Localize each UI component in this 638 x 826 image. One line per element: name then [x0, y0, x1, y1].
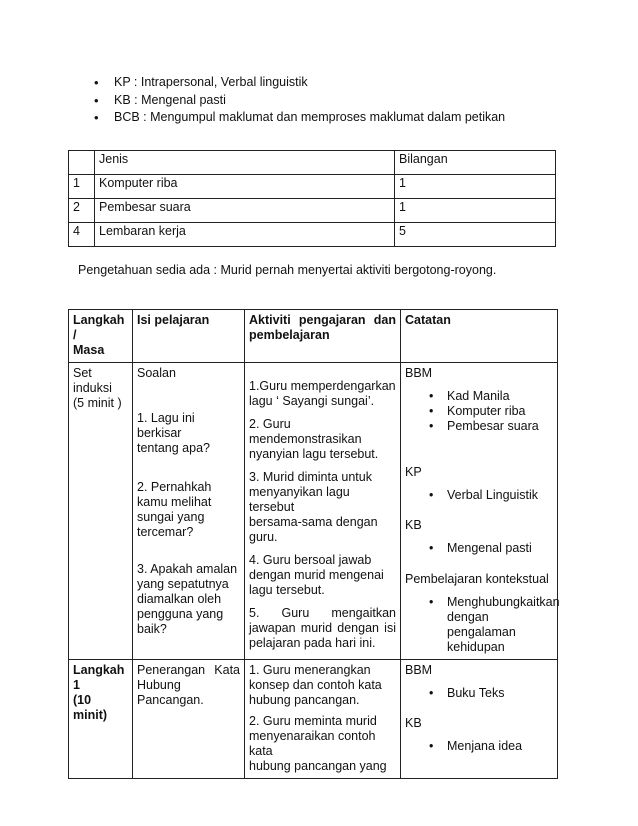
list-item: • Menghubungkaitkan dengan pengalaman kehidupan [405, 595, 553, 655]
list-item: • Menjana idea [405, 739, 553, 754]
table-cell: Komputer riba [95, 175, 395, 199]
objective-item: • BCB : Mengumpul maklumat dan memproses maklumat dalam petikan [94, 109, 505, 127]
header-content: Isi pelajaran [133, 310, 245, 363]
table-row [69, 660, 558, 779]
step-cell: Langkah 1 (10 minit) [69, 660, 133, 779]
objective-item: • KP : Intrapersonal, Verbal linguistik [94, 74, 505, 92]
header-step: Langkah / Masa [69, 310, 133, 363]
table-cell: 5 [395, 223, 556, 247]
activity-cell: 1.Guru memperdengarkan lagu ‘ Sayangi sungai’. 2. Guru mendemonstrasikan nyanyian lagu tersebut. 3. Murid diminta untuk menyanyikan lagu tersebut bersama-sama dengan guru. 4. Guru bersoal jawab dengan murid mengenai lagu tersebut. 5. Guru mengaitkan jawapan murid dengan isi pelajaran pada hari ini. [245, 363, 401, 660]
table-cell: 1 [395, 175, 556, 199]
table-cell: Pembesar suara [95, 199, 395, 223]
table-row [69, 199, 556, 223]
table-row [69, 363, 558, 660]
list-item: • Komputer riba [405, 404, 553, 419]
objective-item: • KB : Mengenal pasti [94, 92, 505, 110]
list-item: • Verbal Linguistik [405, 488, 553, 503]
table-cell: 2 [69, 199, 95, 223]
list-item: • Kad Manila [405, 389, 553, 404]
header-activity: Aktiviti pengajaran dan pembelajaran [245, 310, 401, 363]
activity-cell: 1. Guru menerangkan konsep dan contoh kata hubung pancangan. 2. Guru meminta murid menyenaraikan contoh kata hubung pancangan yang [245, 660, 401, 779]
header-notes: Catatan [401, 310, 558, 363]
table-cell [69, 151, 95, 175]
notes-cell: BBM • Kad Manila • Komputer riba • Pembesar suara KP • Verbal Linguistik KB • Mengenal pasti Pembelajaran kontekstual • Menghubungkaitkan dengan pengalaman kehidupan [401, 363, 558, 660]
table-cell: 1 [69, 175, 95, 199]
list-item: • Buku Teks [405, 686, 553, 701]
objective-list [94, 74, 505, 127]
content-cell: Penerangan Kata Hubung Pancangan. [133, 660, 245, 779]
list-item: • Pembesar suara [405, 419, 553, 434]
table-row [69, 175, 556, 199]
step-cell: Set induksi (5 minit ) [69, 363, 133, 660]
table-header-row [69, 310, 558, 363]
list-item: • Mengenal pasti [405, 541, 553, 556]
content-cell: Soalan 1. Lagu ini berkisar tentang apa? 2. Pernahkah kamu melihat sungai yang tercemar? 3. Apakah amalan yang sepatutnya diamalkan oleh pengguna yang baik? [133, 363, 245, 660]
lesson-plan-table [68, 309, 558, 779]
table-cell: Lembaran kerja [95, 223, 395, 247]
table-cell: Jenis [95, 151, 395, 175]
prior-knowledge: Pengetahuan sedia ada : Murid pernah menyertai aktiviti bergotong-royong. [78, 263, 497, 277]
table-header-row [69, 151, 556, 175]
table-row [69, 223, 556, 247]
table-cell: 4 [69, 223, 95, 247]
materials-table [68, 150, 556, 247]
table-cell: Bilangan [395, 151, 556, 175]
table-cell: 1 [395, 199, 556, 223]
notes-cell: BBM • Buku Teks KB • Menjana idea [401, 660, 558, 779]
